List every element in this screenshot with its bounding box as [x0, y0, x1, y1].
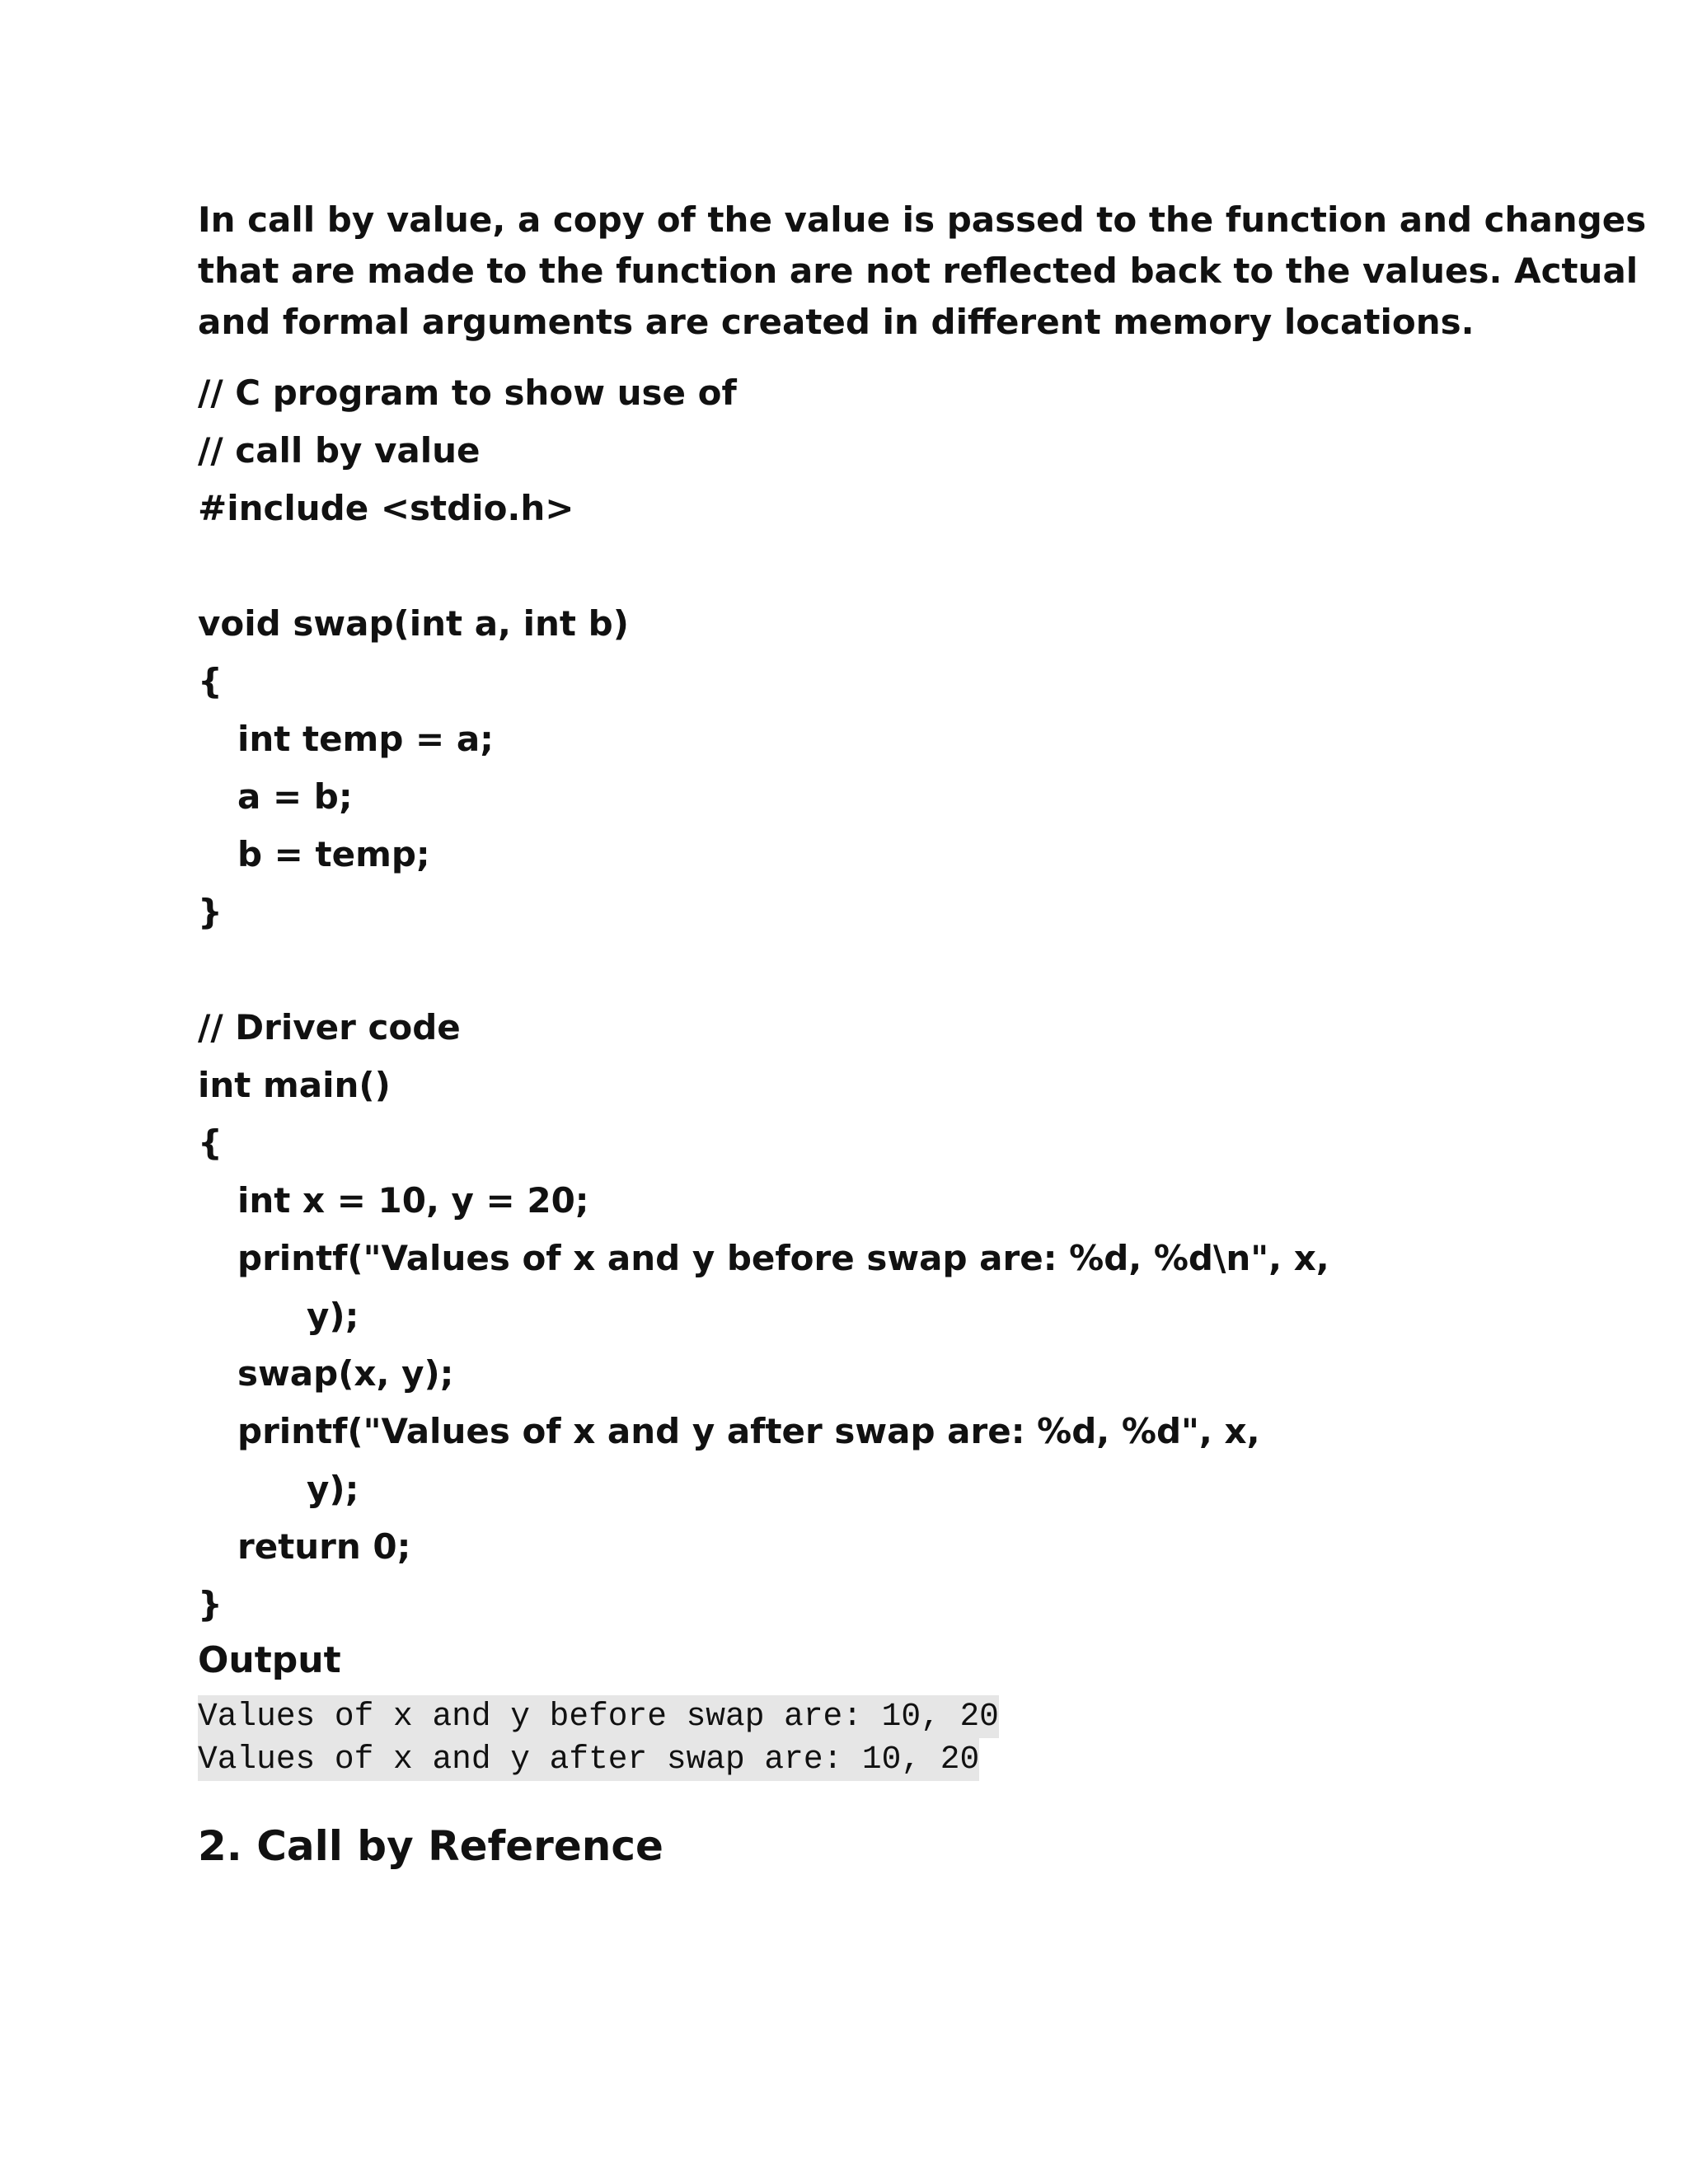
section-heading: 2. Call by Reference	[198, 1822, 663, 1870]
code-statement: a = b;	[237, 776, 353, 817]
code-brace: }	[198, 892, 223, 932]
intro-line: and formal arguments are created in different memory locations.	[198, 302, 1475, 342]
code-statement-continuation: y);	[307, 1296, 359, 1336]
intro-line: In call by value, a copy of the value is passed to the function and changes	[198, 199, 1647, 240]
code-statement: printf("Values of x and y before swap are: %d, %d\n", x,	[237, 1238, 1329, 1278]
code-comment: // Driver code	[198, 1007, 461, 1047]
code-statement: int x = 10, y = 20;	[237, 1180, 589, 1221]
code-brace: {	[198, 1122, 223, 1163]
code-statement: printf("Values of x and y after swap are: %d, %d", x,	[237, 1411, 1260, 1451]
intro-paragraph	[198, 194, 1647, 348]
code-statement-continuation: y);	[307, 1469, 359, 1509]
code-brace: }	[198, 1584, 223, 1624]
output-label: Output	[198, 1639, 341, 1681]
code-function-signature: void swap(int a, int b)	[198, 603, 629, 644]
intro-line: that are made to the function are not reflected back to the values. Actual	[198, 251, 1639, 291]
code-statement: b = temp;	[237, 834, 430, 874]
code-statement: int temp = a;	[237, 719, 494, 759]
code-statement: swap(x, y);	[237, 1353, 454, 1394]
code-statement: return 0;	[237, 1526, 411, 1567]
output-line: Values of x and y before swap are: 10, 20	[198, 1695, 999, 1738]
output-line: Values of x and y after swap are: 10, 20	[198, 1738, 979, 1781]
code-include: #include <stdio.h>	[198, 488, 574, 528]
code-brace: {	[198, 661, 223, 701]
code-comment: // call by value	[198, 430, 481, 471]
output-block	[198, 1695, 999, 1781]
code-comment: // C program to show use of	[198, 373, 737, 413]
code-function-signature: int main()	[198, 1065, 391, 1105]
